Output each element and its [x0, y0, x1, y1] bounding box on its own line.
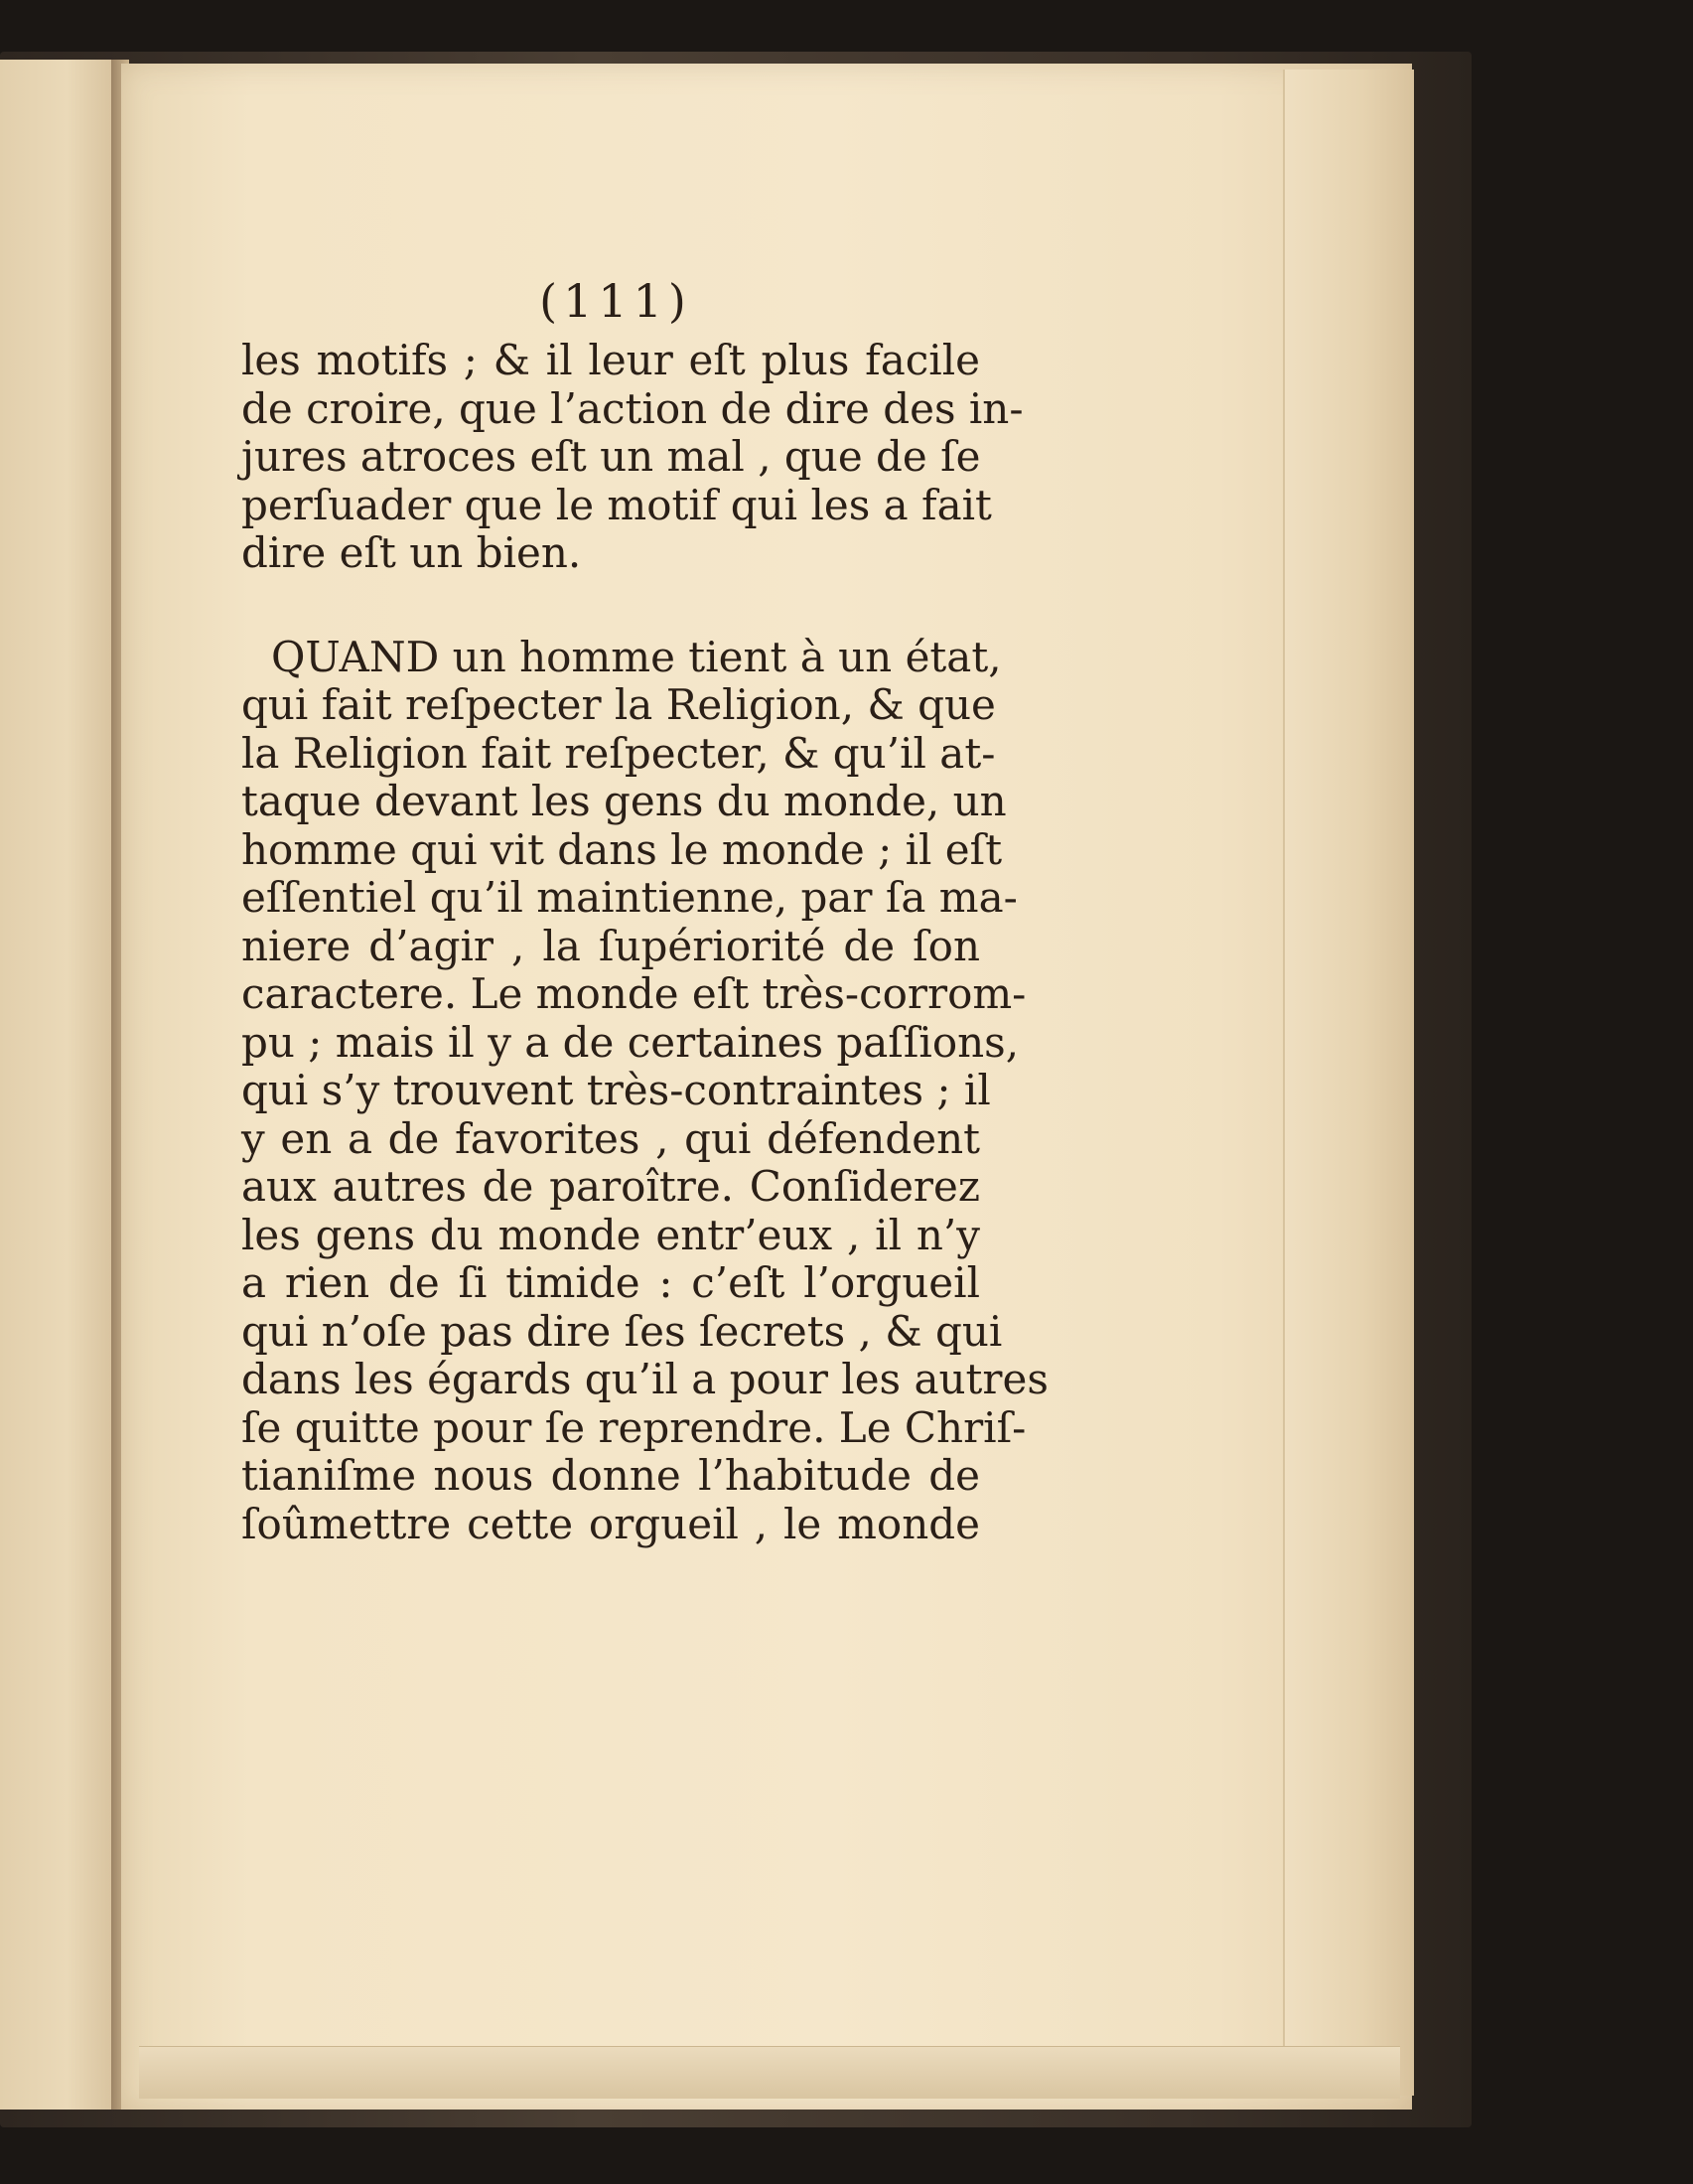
text-line: tianiſme nous donne l’habitude de [241, 1451, 980, 1500]
text-line: perſuader que le motif qui les a fait [241, 480, 992, 529]
page-text [241, 273, 1049, 1548]
text-line: les gens du monde entr’eux , il n’y [241, 1210, 980, 1259]
text-line: jures atroces eſt un mal , que de ſe [241, 432, 981, 481]
text-line: de croire, que l’action de dire des in- [241, 383, 1024, 433]
facing-page-edge [0, 60, 113, 2110]
paragraph-1 [241, 336, 1024, 578]
paragraph-2 [241, 632, 1049, 1549]
text-line: pu ; mais il y a de certaines paſſions, [241, 1017, 1020, 1067]
text-line: ſe quitte pour ſe reprendre. Le Chriſ- [241, 1402, 1027, 1452]
text-line: caractere. Le monde eſt très-corrom- [241, 969, 1027, 1018]
text-line: dire eſt un bien. [241, 528, 582, 577]
text-line: a rien de ſi timide : c’eſt l’orgueil [241, 1258, 980, 1307]
text-line: aux autres de paroître. Conſiderez [241, 1162, 980, 1211]
text-line: dans les égards qu’il a pour les autres [241, 1355, 1049, 1403]
text-line: ſoûmettre cette orgueil , le monde [241, 1499, 980, 1548]
text-line: QUAND un homme tient à un état, [271, 632, 1002, 681]
paragraph-gap [241, 578, 980, 634]
text-line: y en a de favorites , qui défendent [241, 1113, 980, 1163]
text-line: qui n’oſe pas dire ſes ſecrets , & qui [241, 1306, 1003, 1356]
text-line: qui s’y trouvent très-contraintes ; il [241, 1066, 991, 1114]
page-fore-edge [1283, 70, 1414, 2096]
text-line: eſſentiel qu’il maintienne, par ſa ma- [241, 873, 1018, 922]
text-line: homme qui vit dans le monde ; il eſt [241, 824, 1003, 874]
page-number: (111) [539, 274, 692, 328]
text-line: niere d’agir , la ſupériorité de ſon [241, 921, 980, 970]
text-line: qui fait reſpecter la Religion, & que [241, 680, 996, 729]
text-line: taque devant les gens du monde, un [241, 777, 1007, 825]
text-line: les motifs ; & il leur eſt plus facile [241, 336, 980, 384]
page-bottom-edge [139, 2046, 1400, 2099]
text-line: la Religion fait reſpecter, & qu’il at- [241, 728, 996, 778]
